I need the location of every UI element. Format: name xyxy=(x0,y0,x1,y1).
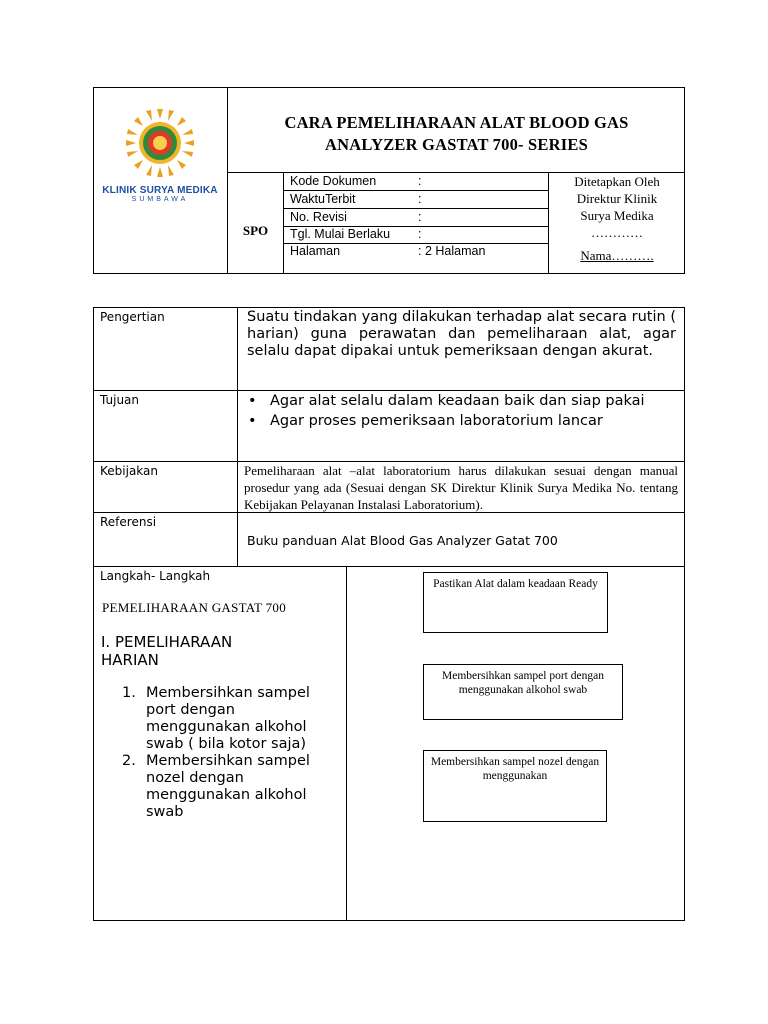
logo-subtext: SUMBAWA xyxy=(131,196,189,203)
approval-dots: ………… xyxy=(591,225,643,240)
section-heading-line-1: I. PEMELIHARAAN xyxy=(101,633,233,651)
label-column-divider xyxy=(237,307,238,566)
flow-box-2: Membersihkan sampel port dengan menggunakan alkohol swab xyxy=(423,664,623,720)
section-heading xyxy=(101,633,232,669)
clinic-logo xyxy=(100,108,220,203)
referensi-text: Buku panduan Alat Blood Gas Analyzer Gatat 700 xyxy=(247,533,558,548)
logo-text: KLINIK SURYA MEDIKA xyxy=(102,185,218,196)
spo-divider xyxy=(283,172,284,274)
document-title xyxy=(228,112,685,156)
row-line-langkah xyxy=(93,566,685,567)
step-number: 2. xyxy=(122,753,136,769)
step-text: Membersihkan sampel port dengan menggunakan alkohol swab ( bila kotor saja) xyxy=(146,685,310,752)
step-number: 1. xyxy=(122,685,136,701)
meta-value: : xyxy=(418,192,422,206)
kebijakan-text: Pemeliharaan alat –alat laboratorium harus dilakukan sesuai dengan manual prosedur yang ada (Sesuai dengan SK Direktur Klinik Surya Medika No. tentang Kebijakan Pelayanan Instalasi Laboratorium). xyxy=(244,463,678,512)
meta-label: Tgl. Mulai Berlaku xyxy=(290,227,391,241)
flow-box-1: Pastikan Alat dalam keadaan Ready xyxy=(423,572,608,633)
row-line-tujuan xyxy=(93,390,685,391)
referensi-label: Referensi xyxy=(100,515,157,529)
approval-block xyxy=(549,173,685,264)
langkah-column-divider xyxy=(346,566,347,921)
tujuan-label: Tujuan xyxy=(100,393,140,407)
meta-value: : 2 Halaman xyxy=(418,244,486,258)
approval-line-2: Direktur Klinik xyxy=(576,191,658,206)
meta-row-tgl-mulai xyxy=(290,226,545,243)
step-item xyxy=(122,753,337,821)
flow-box-3: Membersihkan sampel nozel dengan menggunakan xyxy=(423,750,607,822)
pengertian-label: Pengertian xyxy=(100,310,165,324)
meta-value: : xyxy=(418,174,422,188)
langkah-label: Langkah- Langkah xyxy=(100,569,211,583)
title-line-1: CARA PEMELIHARAAN ALAT BLOOD GAS xyxy=(284,113,629,132)
tujuan-item: • Agar proses pemeriksaan laboratorium lancar xyxy=(242,413,676,430)
meta-row-halaman xyxy=(290,243,545,260)
meta-label: No. Revisi xyxy=(290,210,347,224)
tujuan-list xyxy=(242,393,676,430)
meta-row-no-revisi xyxy=(290,209,545,226)
approval-name: Nama………. xyxy=(580,248,654,263)
meta-row-waktu-terbit xyxy=(290,191,545,208)
approval-line-1: Ditetapkan Oleh xyxy=(574,174,660,189)
spo-label: SPO xyxy=(242,223,269,238)
meta-label: Halaman xyxy=(290,244,341,258)
meta-value: : xyxy=(418,210,422,224)
sun-emblem-icon xyxy=(100,108,220,178)
title-line-2: ANALYZER GASTAT 700- SERIES xyxy=(325,135,588,154)
step-text: Membersihkan sampel nozel dengan menggunakan alkohol swab xyxy=(146,753,310,820)
pengertian-text: Suatu tindakan yang dilakukan terhadap alat secara rutin ( harian) guna perawatan dan pemeliharaan alat, agar selalu dapat dipakai untuk pemeriksaan dengan akurat. xyxy=(247,309,676,359)
step-item xyxy=(122,685,337,753)
meta-value: : xyxy=(418,227,422,241)
langkah-heading: PEMELIHARAAN GASTAT 700 xyxy=(102,600,287,615)
section-heading-line-2: HARIAN xyxy=(101,651,159,669)
steps-list xyxy=(122,685,337,821)
kebijakan-label: Kebijakan xyxy=(100,464,158,478)
tujuan-item: • Agar alat selalu dalam keadaan baik dan siap pakai xyxy=(242,393,676,410)
meta-label: Kode Dokumen xyxy=(290,174,377,188)
meta-row-kode-dokumen xyxy=(290,173,545,190)
meta-label: WaktuTerbit xyxy=(290,192,356,206)
approval-line-3: Surya Medika xyxy=(580,208,654,223)
